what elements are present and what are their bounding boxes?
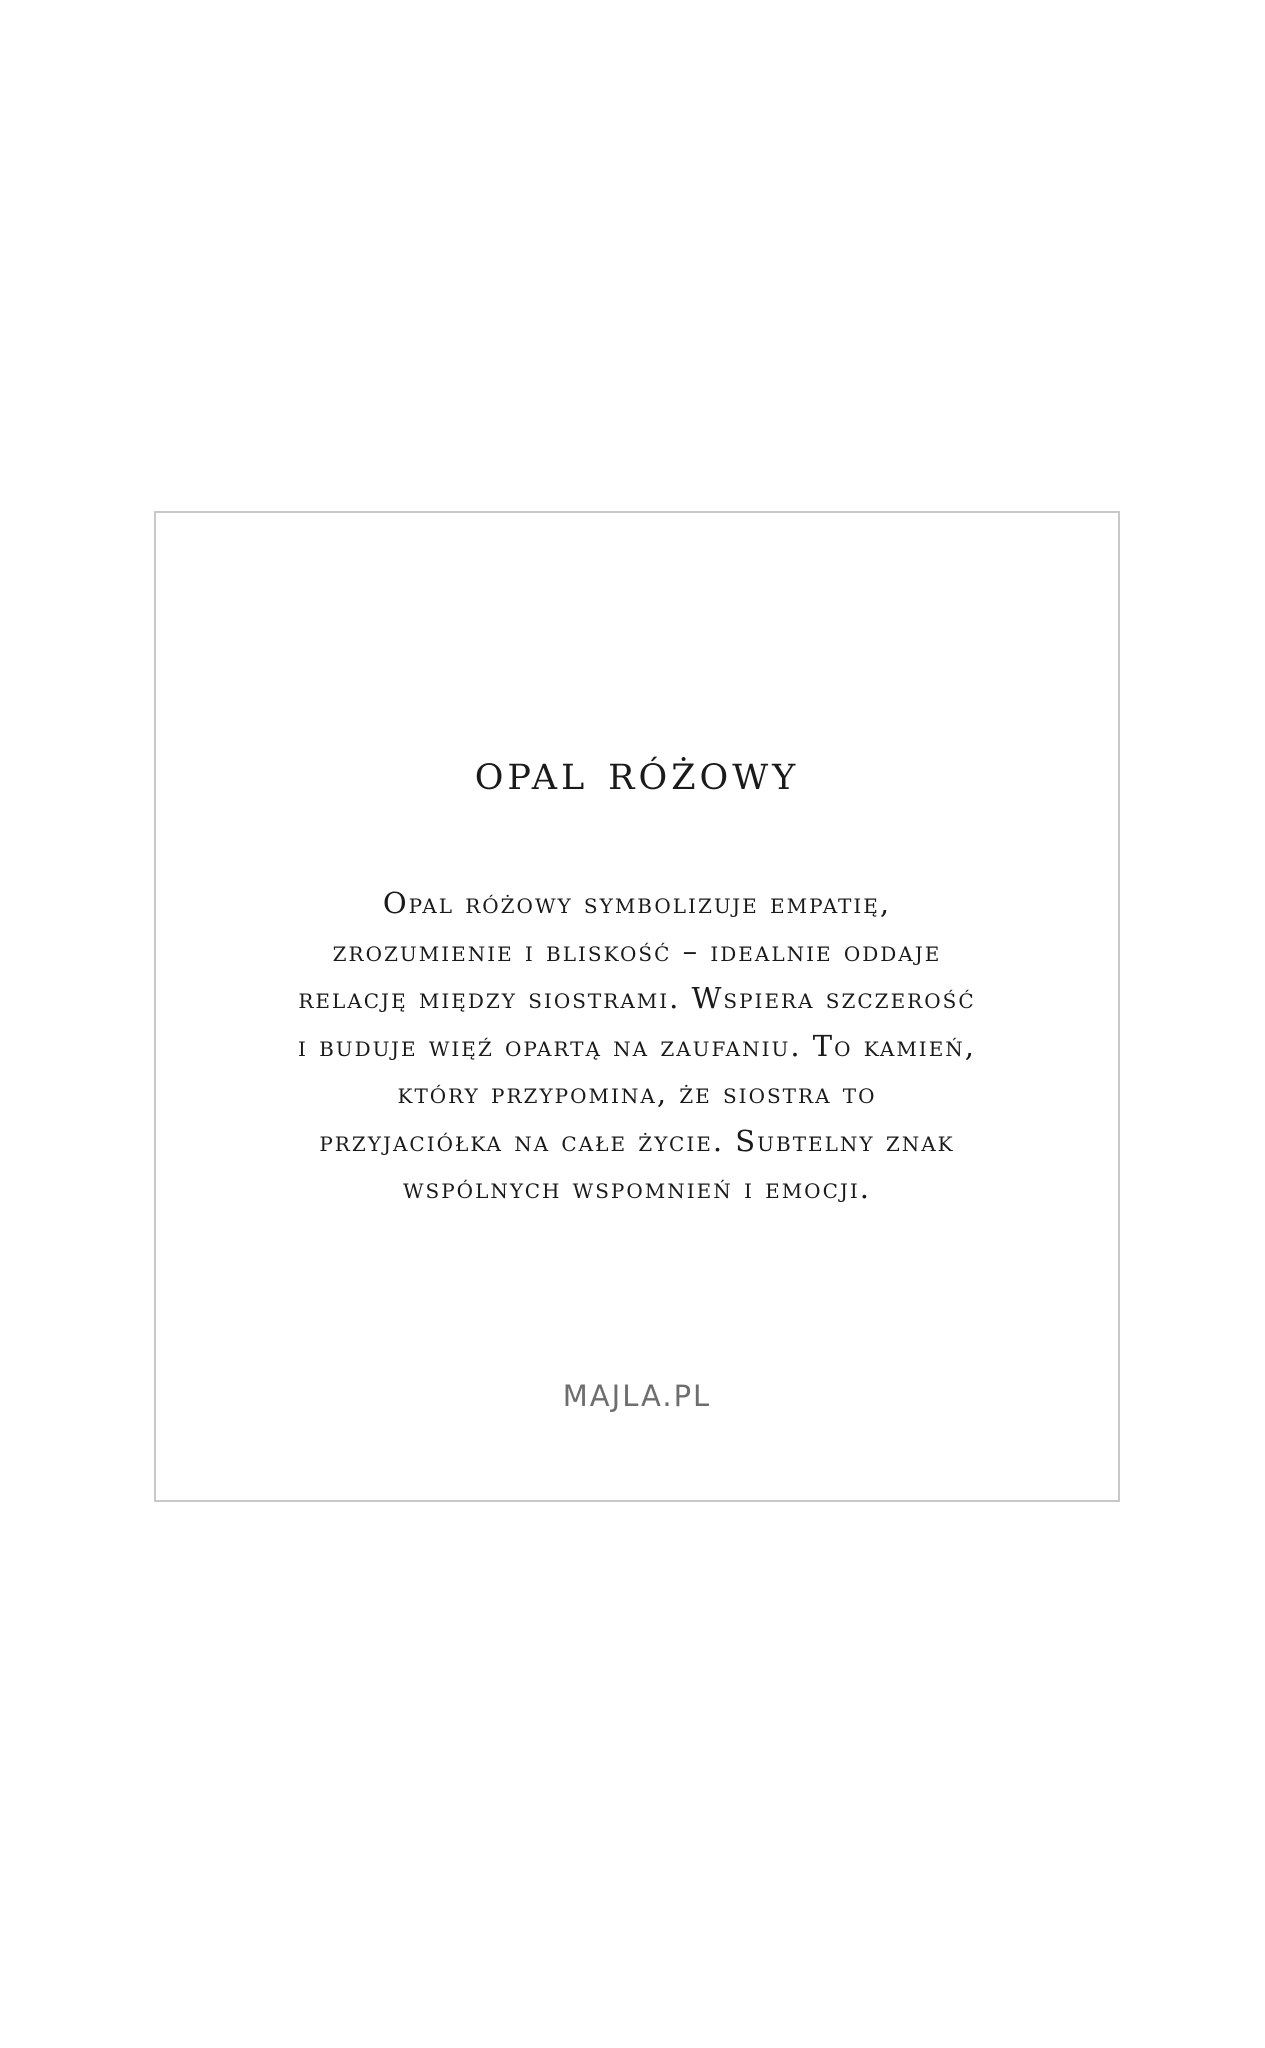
brand-name: MAJLA.PL [562,1379,712,1413]
description-line: zrozumienie i bliskość – idealnie oddaje [332,933,942,968]
description-line: przyjaciółka na całe życie. Subtelny znak [319,1123,955,1158]
product-description-card [154,511,1120,1502]
description-line: relację między siostrami. Wspiera szczerość [298,981,976,1015]
description-line: Opal różowy symbolizuje empatię, [382,886,892,920]
description-line: wspólnych wspomnień i emocji. [402,1171,872,1205]
card-description [216,880,1058,1213]
card-title: opal różowy [474,743,800,801]
description-line: który przypomina, że siostra to [397,1076,877,1110]
description-line: i buduje więź opartą na zaufaniu. To kamień, [297,1028,977,1063]
